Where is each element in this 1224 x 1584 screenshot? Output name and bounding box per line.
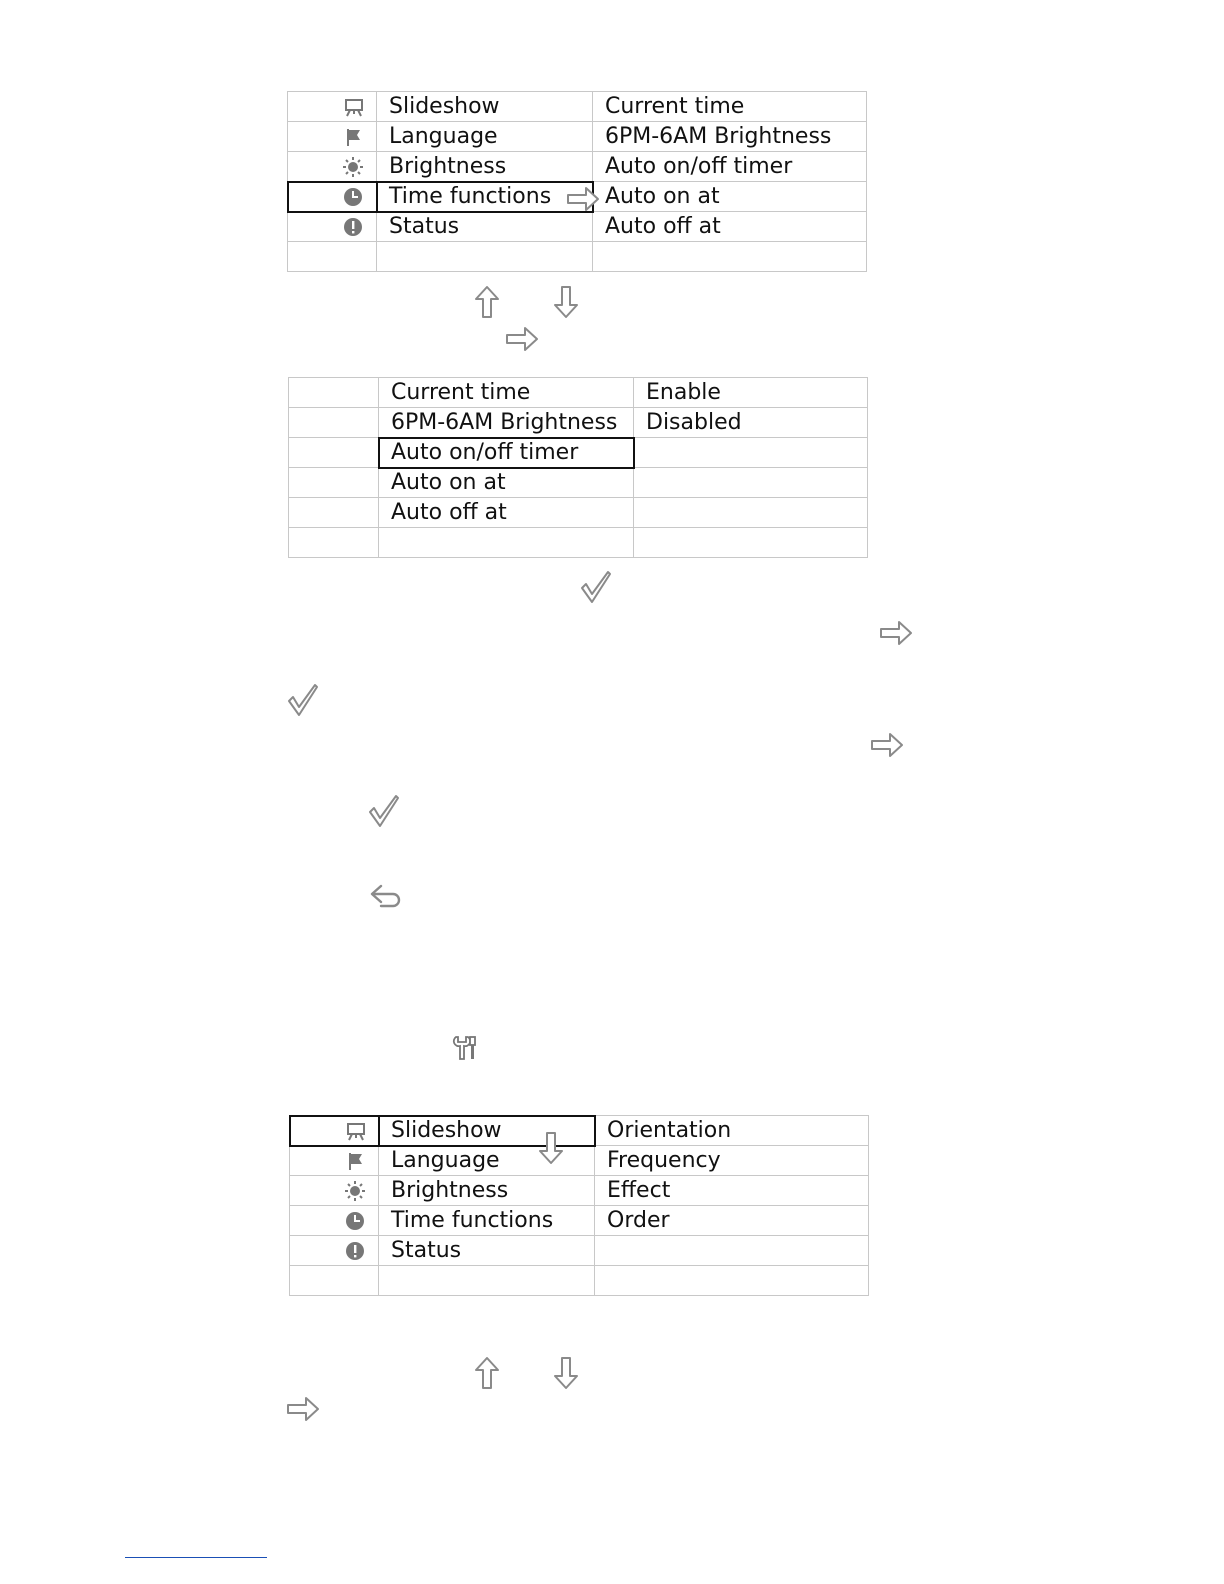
slideshow-icon xyxy=(346,1121,366,1141)
check-icon xyxy=(287,683,319,717)
settings-icon xyxy=(452,1034,478,1062)
option-disabled[interactable]: Disabled xyxy=(634,408,868,438)
info-icon xyxy=(342,216,364,238)
menu-item-language[interactable]: Language xyxy=(377,122,593,152)
clock-icon xyxy=(342,186,364,208)
menu-item-slideshow[interactable]: Slideshow xyxy=(379,1116,595,1146)
menu-item-slideshow[interactable]: Slideshow xyxy=(377,92,593,122)
table-row xyxy=(290,1206,869,1236)
right-arrow-icon xyxy=(566,186,600,212)
table-row xyxy=(288,152,867,182)
submenu-item-auto-off[interactable]: Auto off at xyxy=(593,212,867,242)
table-row xyxy=(289,378,868,408)
table-row xyxy=(289,468,868,498)
submenu-item-auto-off[interactable]: Auto off at xyxy=(379,498,634,528)
menu-item-status[interactable]: Status xyxy=(377,212,593,242)
table-row xyxy=(290,1236,869,1266)
option-enable[interactable]: Enable xyxy=(634,378,868,408)
clock-icon xyxy=(344,1210,366,1232)
slideshow-menu-table xyxy=(289,1115,869,1296)
right-arrow-icon xyxy=(505,326,539,352)
right-arrow-icon xyxy=(286,1396,320,1422)
menu-item-brightness[interactable]: Brightness xyxy=(377,152,593,182)
table-row xyxy=(290,1146,869,1176)
submenu-item-auto-timer[interactable]: Auto on/off timer xyxy=(379,438,634,468)
main-menu-table xyxy=(287,91,867,272)
flag-icon xyxy=(344,127,364,147)
menu-item-status[interactable]: Status xyxy=(379,1236,595,1266)
info-icon xyxy=(344,1240,366,1262)
table-row xyxy=(290,1116,869,1146)
table-row xyxy=(289,498,868,528)
menu-item-language[interactable]: Language xyxy=(379,1146,595,1176)
footnote-separator xyxy=(125,1557,267,1558)
check-icon xyxy=(580,570,612,604)
submenu-item-auto-on[interactable]: Auto on at xyxy=(379,468,634,498)
submenu-item-brightness-6pm-6am[interactable]: 6PM-6AM Brightness xyxy=(593,122,867,152)
time-submenu-table xyxy=(288,377,868,558)
up-arrow-icon xyxy=(474,1356,500,1390)
table-row xyxy=(290,1266,869,1296)
menu-item-time-functions[interactable]: Time functions xyxy=(379,1206,595,1236)
submenu-item-brightness-6pm-6am[interactable]: 6PM-6AM Brightness xyxy=(379,408,634,438)
menu-item-brightness[interactable]: Brightness xyxy=(379,1176,595,1206)
flag-icon xyxy=(346,1151,366,1171)
submenu-item-current-time[interactable]: Current time xyxy=(379,378,634,408)
table-row xyxy=(289,528,868,558)
menu-item-time-functions[interactable]: Time functions xyxy=(377,182,593,212)
right-arrow-icon xyxy=(870,732,904,758)
table-row xyxy=(288,242,867,272)
down-arrow-icon xyxy=(538,1130,564,1166)
up-arrow-icon xyxy=(474,285,500,319)
table-row xyxy=(288,122,867,152)
check-icon xyxy=(368,794,400,828)
down-arrow-icon xyxy=(553,285,579,319)
right-arrow-icon xyxy=(879,620,913,646)
slideshow-icon xyxy=(344,97,364,117)
submenu-item-order[interactable]: Order xyxy=(595,1206,869,1236)
submenu-item-auto-timer[interactable]: Auto on/off timer xyxy=(593,152,867,182)
table-row xyxy=(288,92,867,122)
back-icon xyxy=(369,883,405,909)
sun-icon xyxy=(344,1180,366,1202)
submenu-item-auto-on[interactable]: Auto on at xyxy=(593,182,867,212)
submenu-item-current-time[interactable]: Current time xyxy=(593,92,867,122)
table-row xyxy=(290,1176,869,1206)
submenu-item-effect[interactable]: Effect xyxy=(595,1176,869,1206)
submenu-item-frequency[interactable]: Frequency xyxy=(595,1146,869,1176)
table-row xyxy=(289,438,868,468)
submenu-item-orientation[interactable]: Orientation xyxy=(595,1116,869,1146)
table-row xyxy=(288,212,867,242)
table-row xyxy=(289,408,868,438)
down-arrow-icon xyxy=(553,1356,579,1390)
sun-icon xyxy=(342,156,364,178)
